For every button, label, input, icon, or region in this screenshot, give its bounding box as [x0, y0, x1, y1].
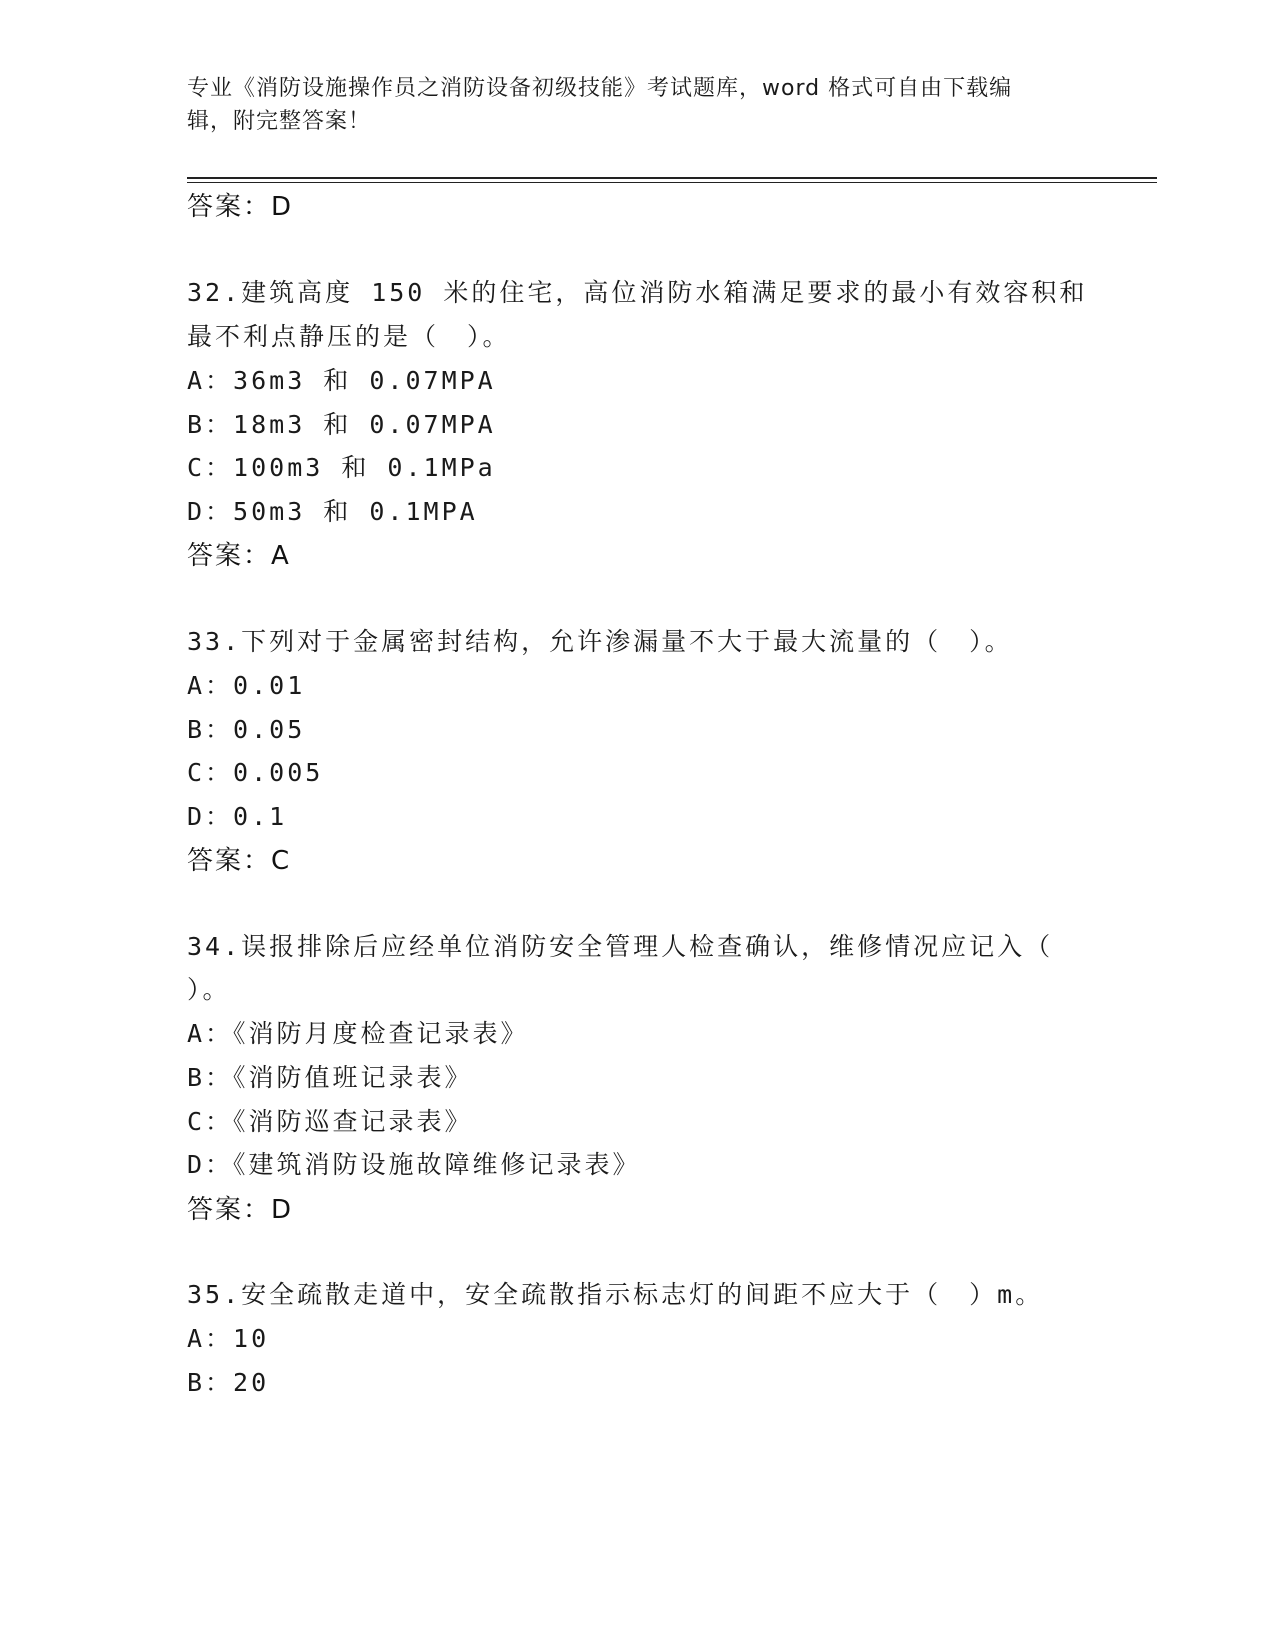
- question-33-option-c: C：0.005: [187, 758, 324, 787]
- question-34-option-c: C：《消防巡查记录表》: [187, 1107, 473, 1136]
- document-header: [187, 72, 1067, 138]
- question-34-option-b: B：《消防值班记录表》: [187, 1063, 473, 1092]
- question-34-option-a: A：《消防月度检查记录表》: [187, 1019, 529, 1048]
- question-32-option-c: C：100m3 和 0.1MPa: [187, 453, 496, 482]
- question-34-answer: 答案：D: [187, 1195, 294, 1225]
- header-divider-thick: [187, 177, 1157, 179]
- question-34-option-d: D：《建筑消防设施故障维修记录表》: [187, 1150, 641, 1179]
- answer-line: 答案：D: [187, 192, 294, 222]
- question-33-text-line-1: 33.下列对于金属密封结构，允许渗漏量不大于最大流量的（ ）。: [187, 627, 1013, 656]
- question-33-answer: 答案：C: [187, 846, 292, 876]
- question-32-option-a: A：36m3 和 0.07MPA: [187, 366, 496, 395]
- question-32-option-d: D：50m3 和 0.1MPA: [187, 497, 478, 526]
- question-32-option-b: B：18m3 和 0.07MPA: [187, 410, 496, 439]
- header-divider-thin: [187, 182, 1157, 183]
- header-line-2: 辑，附完整答案！: [187, 109, 372, 134]
- question-32-text-line-1: 32.建筑高度 150 米的住宅，高位消防水箱满足要求的最小有效容积和: [187, 278, 1088, 307]
- question-35-option-b: B：20: [187, 1368, 270, 1397]
- question-35-text-line-1: 35.安全疏散走道中，安全疏散指示标志灯的间距不应大于（ ）m。: [187, 1280, 1044, 1309]
- question-33-option-d: D：0.1: [187, 802, 288, 831]
- question-32-text-line-2: 最不利点静压的是（ ）。: [187, 322, 511, 351]
- question-32-answer: 答案：A: [187, 541, 291, 571]
- question-33-option-b: B：0.05: [187, 715, 306, 744]
- question-35-option-a: A：10: [187, 1324, 270, 1353]
- question-34-text-line-2: ）。: [187, 975, 231, 1004]
- question-34-text-line-1: 34.误报排除后应经单位消防安全管理人检查确认，维修情况应记入（: [187, 932, 1054, 961]
- question-33-option-a: A：0.01: [187, 671, 306, 700]
- header-line-1: 专业《消防设施操作员之消防设备初级技能》考试题库，word 格式可自由下载编: [187, 76, 1013, 101]
